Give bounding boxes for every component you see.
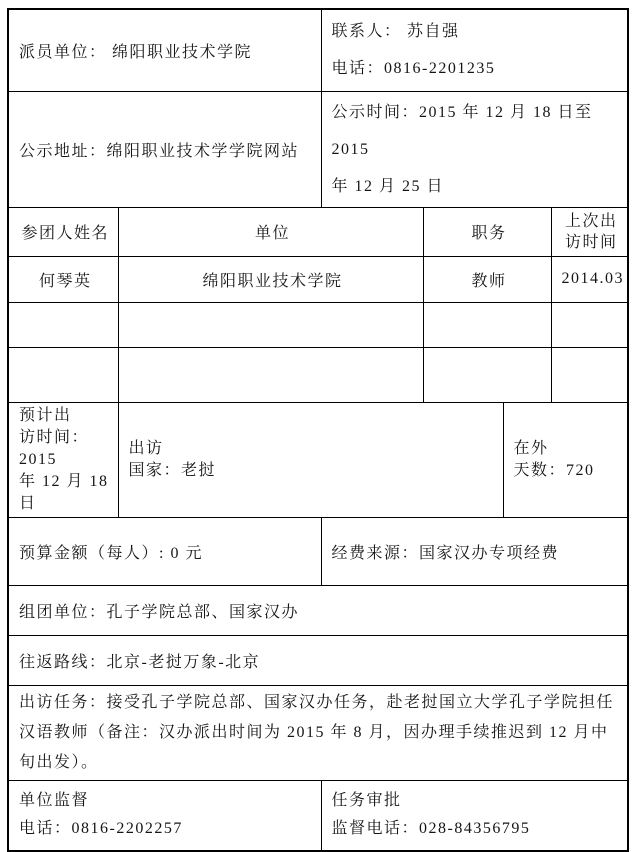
dispatch-unit-cell bbox=[8, 9, 321, 91]
planned-time-line3: 年 12 月 18 日 bbox=[19, 472, 109, 512]
publicity-time-cell bbox=[321, 91, 628, 207]
destination-country-line1: 出访 bbox=[128, 439, 164, 457]
destination-country-cell bbox=[118, 402, 503, 517]
member-unit-cell bbox=[118, 347, 423, 402]
row-members-header bbox=[8, 207, 628, 256]
header-position bbox=[423, 207, 551, 256]
header-unit bbox=[118, 207, 423, 256]
member-last-visit-cell bbox=[551, 347, 628, 402]
days-abroad-line1: 在外 bbox=[513, 439, 549, 457]
planned-time-cell bbox=[8, 402, 118, 517]
organizer-text: 组团单位：孔子学院总部、国家汉办 bbox=[19, 603, 300, 621]
header-member-name-text: 参团人姓名 bbox=[21, 225, 109, 242]
row-budget bbox=[8, 517, 628, 585]
unit-supervision-line1: 单位监督 bbox=[19, 792, 90, 810]
member-row-1 bbox=[8, 256, 628, 302]
budget-cell bbox=[8, 517, 321, 585]
task-approval-cell bbox=[321, 780, 628, 851]
member-position-cell bbox=[423, 302, 551, 347]
member-last-visit-cell bbox=[551, 256, 628, 302]
member-last-visit-cell bbox=[551, 302, 628, 347]
member-position-cell bbox=[423, 347, 551, 402]
dispatch-publicity-table bbox=[7, 8, 629, 852]
publicity-address-text: 公示地址：绵阳职业技术学学院网站 bbox=[19, 142, 300, 160]
contact-cell bbox=[321, 9, 628, 91]
header-member-name bbox=[8, 207, 118, 256]
funding-source-text: 经费来源：国家汉办专项经费 bbox=[331, 544, 560, 562]
days-abroad-cell bbox=[503, 402, 628, 517]
member-unit-cell bbox=[118, 256, 423, 302]
member-name-text: 何琴英 bbox=[38, 272, 92, 290]
row-publicity bbox=[8, 91, 628, 207]
header-last-visit-line1: 上次出 bbox=[565, 212, 618, 230]
task-approval-line1: 任务审批 bbox=[331, 792, 402, 810]
unit-supervision-cell bbox=[8, 780, 321, 851]
member-row-2 bbox=[8, 302, 628, 347]
budget-text: 预算金额（每人）: 0 元 bbox=[19, 544, 203, 562]
member-last-visit-text: 2014.03 bbox=[561, 270, 625, 287]
member-name-cell bbox=[8, 302, 118, 347]
row-mission bbox=[8, 685, 628, 780]
contact-person-text: 联系人： 苏自强 bbox=[331, 23, 460, 41]
funding-source-cell bbox=[321, 517, 628, 585]
row-route bbox=[8, 635, 628, 685]
days-abroad-line2: 天数：720 bbox=[513, 461, 595, 479]
header-last-visit-line2: 访时间 bbox=[565, 233, 618, 251]
contact-phone-text: 电话：0816-2201235 bbox=[331, 60, 496, 78]
header-last-visit bbox=[551, 207, 628, 256]
member-row-3 bbox=[8, 347, 628, 402]
planned-time-line1: 预计出 bbox=[19, 406, 72, 424]
member-position-text: 教师 bbox=[471, 272, 507, 290]
header-unit-text: 单位 bbox=[255, 225, 291, 242]
header-position-text: 职务 bbox=[471, 225, 507, 242]
member-unit-text: 绵阳职业技术学院 bbox=[202, 272, 343, 290]
route-text: 往返路线：北京-老挝万象-北京 bbox=[19, 653, 261, 671]
mission-text: 出访任务：接受孔子学院总部、国家汉办任务，赴老挝国立大学孔子学院担任汉语教师（备注：汉办派出时间为 2015 年 8 月，因办理手续推迟到 12 月中旬出发）。 bbox=[19, 693, 615, 771]
task-approval-line2: 监督电话：028-84356795 bbox=[331, 820, 531, 838]
publicity-time-line2: 年 12 月 25 日 bbox=[331, 177, 445, 195]
mission-cell bbox=[8, 685, 628, 780]
publicity-address-cell bbox=[8, 91, 321, 207]
planned-time-line2: 访时间：2015 bbox=[19, 428, 90, 468]
dispatch-unit-text: 派员单位： 绵阳职业技术学院 bbox=[19, 43, 253, 61]
row-supervision bbox=[8, 780, 628, 851]
member-name-cell bbox=[8, 347, 118, 402]
member-position-cell bbox=[423, 256, 551, 302]
member-name-cell bbox=[8, 256, 118, 302]
row-trip-overview bbox=[8, 402, 628, 517]
member-unit-cell bbox=[118, 302, 423, 347]
organizer-cell bbox=[8, 585, 628, 635]
publicity-time-line1: 公示时间：2015 年 12 月 18 日至 2015 bbox=[331, 103, 593, 158]
unit-supervision-line2: 电话：0816-2202257 bbox=[19, 820, 183, 838]
route-cell bbox=[8, 635, 628, 685]
destination-country-line2: 国家：老挝 bbox=[128, 461, 217, 479]
row-organizer bbox=[8, 585, 628, 635]
row-dispatch-unit bbox=[8, 9, 628, 91]
